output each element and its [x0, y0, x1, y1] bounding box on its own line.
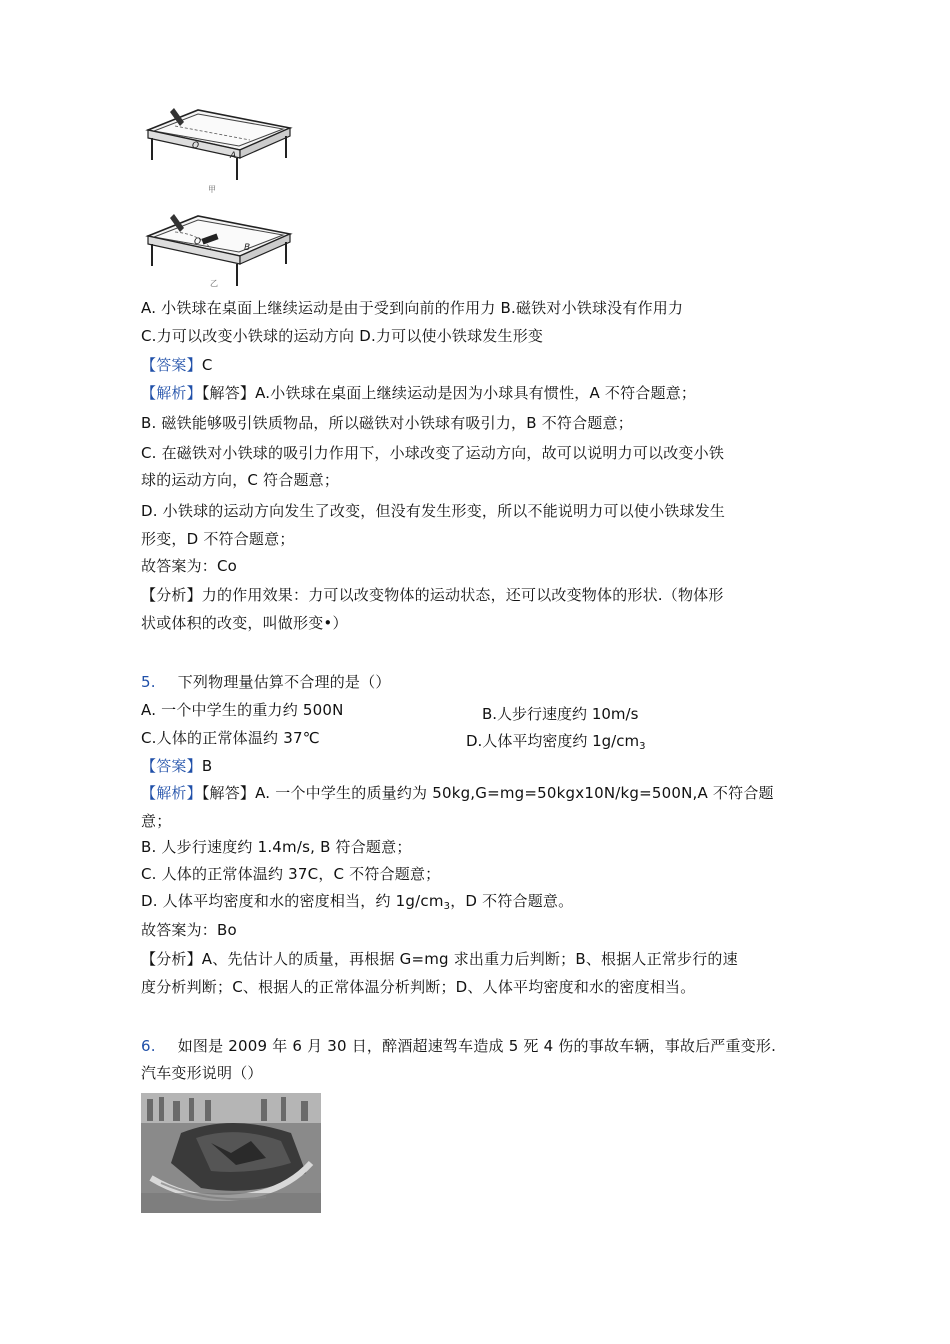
q5-summary-line-2: 度分析判断；C、根据人的正常体温分析判断；D、人体平均密度和水的密度相当。	[141, 978, 696, 996]
q5-analysis-line-5	[141, 891, 573, 917]
analysis-text: 【解答】A. 一个中学生的质量约为 50kg,G=mg=50kgx10N/kg=500N,A 不符合题	[201, 784, 774, 802]
fig-label-o: O	[192, 141, 200, 151]
q4-analysis-line-6: 形变，D 不符合题意；	[141, 530, 295, 548]
wrecked-car-photo	[141, 1093, 321, 1213]
analysis-tag: 【解析】	[141, 384, 202, 402]
fig-caption-a: 甲	[208, 185, 216, 194]
q4-analysis-line-2: B. 磁铁能够吸引铁质物品，所以磁铁对小铁球有吸引力，B 不符合题意；	[141, 414, 633, 432]
option-d-text: D.人体平均密度约 1g/cm	[466, 732, 640, 750]
q5-option-d	[466, 731, 645, 757]
q5-analysis-line-3: B. 人步行速度约 1.4m/s, B 符合题意；	[141, 838, 412, 856]
unit-superscript: 3	[443, 901, 451, 912]
q4-summary-line-1: 【分析】力的作用效果：力可以改变物体的运动状态，还可以改变物体的形状.（物体形	[141, 586, 724, 604]
fig-label-a: A	[230, 151, 237, 161]
q5-analysis-line-1	[141, 783, 774, 803]
answer-tag: 【答案】	[141, 757, 202, 775]
q4-options-ab: A. 小铁球在桌面上继续运动是由于受到向前的作用力 B.磁铁对小铁球没有作用力	[141, 299, 684, 317]
answer-value: C	[201, 356, 213, 374]
q4-summary-line-2: 状或体积的改变，叫做形变•）	[141, 614, 348, 632]
question-text: 下列物理量估算不合理的是（）	[177, 673, 391, 691]
table-figure-b	[148, 214, 290, 288]
q4-analysis-line-3: C. 在磁铁对小铁球的吸引力作用下，小球改变了运动方向，故可以说明力可以改变小铁	[141, 444, 725, 462]
q6-stem-line-2: 汽车变形说明（）	[141, 1064, 263, 1082]
table-figure-a	[148, 108, 290, 194]
q4-answer	[141, 355, 213, 375]
table-magnet-figure	[140, 100, 300, 290]
fig-label-b: B	[244, 243, 251, 253]
fig-label-o2: O	[194, 237, 202, 247]
fig-caption-b: 乙	[210, 279, 218, 288]
q4-analysis-line-1	[141, 383, 696, 403]
q5-stem	[141, 672, 391, 692]
q5-summary-line-1: 【分析】A、先估计人的质量，再根据 G=mg 求出重力后判断；B、根据人正常步行的速	[141, 950, 738, 968]
answer-tag: 【答案】	[141, 356, 202, 374]
answer-value: B	[201, 757, 213, 775]
analysis-text: D. 人体平均密度和水的密度相当，约 1g/cm	[141, 892, 444, 910]
q6-stem-line-1	[141, 1036, 776, 1056]
q5-option-c: C.人体的正常体温约 37℃	[141, 729, 320, 747]
q5-option-b: B.人步行速度约 10m/s	[482, 705, 639, 723]
analysis-text-tail: ，D 不符合题意。	[450, 892, 574, 910]
question-text: 如图是 2009 年 6 月 30 日，醉酒超速驾车造成 5 死 4 伤的事故车辆，事故后严重变形.	[177, 1037, 777, 1055]
q4-final-answer: 故答案为：Co	[141, 557, 238, 575]
q4-analysis-line-4: 球的运动方向，C 符合题意；	[141, 471, 340, 489]
q4-analysis-line-5: D. 小铁球的运动方向发生了改变，但没有发生形变，所以不能说明力可以使小铁球发生	[141, 502, 726, 520]
question-number: 5.	[141, 673, 156, 691]
option-d-superscript: 3	[639, 741, 646, 752]
q5-analysis-line-4: C. 人体的正常体温约 37C，C 不符合题意；	[141, 865, 441, 883]
q5-final-answer: 故答案为：Bo	[141, 921, 237, 939]
question-number: 6.	[141, 1037, 156, 1055]
analysis-tag: 【解析】	[141, 784, 202, 802]
q5-option-a: A. 一个中学生的重力约 500N	[141, 701, 344, 719]
q5-answer	[141, 756, 212, 776]
q5-analysis-line-2: 意；	[141, 812, 172, 830]
analysis-text: 【解答】A.小铁球在桌面上继续运动是因为小球具有惯性，A 不符合题意；	[201, 384, 697, 402]
q4-options-cd: C.力可以改变小铁球的运动方向 D.力可以使小铁球发生形变	[141, 327, 544, 345]
